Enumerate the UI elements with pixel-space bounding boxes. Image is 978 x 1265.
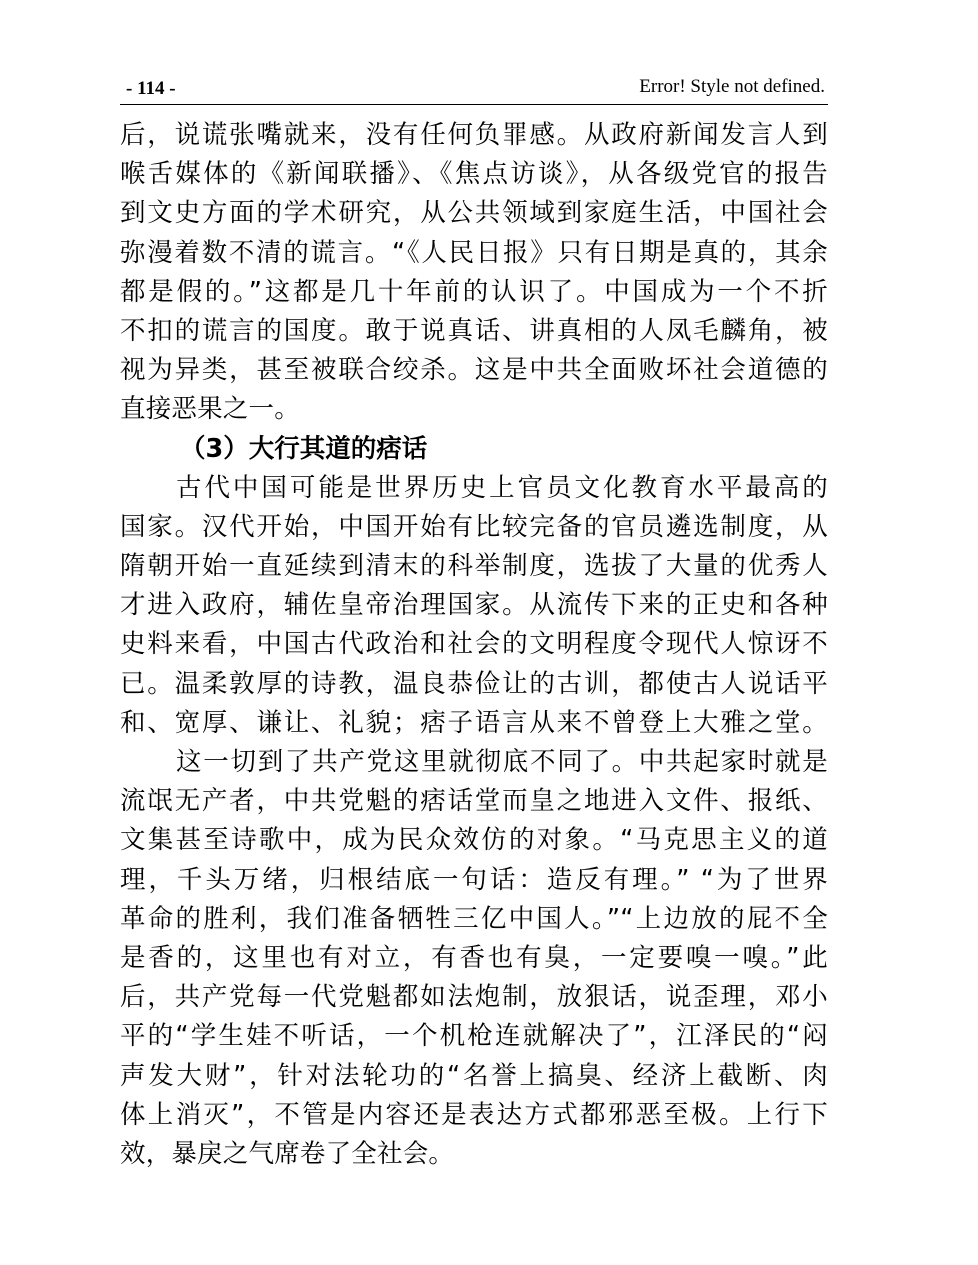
text-line: 体上消灭”，不管是内容还是表达方式都邪恶至极。上行下 (120, 1099, 828, 1130)
text-line: 是香的，这里也有对立，有香也有臭，一定要嗅一嗅。”此 (120, 942, 828, 973)
text-line: 后，共产党每一代党魁都如法炮制，放狠话，说歪理，邓小 (120, 982, 828, 1013)
text-line: 不扣的谎言的国度。敢于说真话、讲真相的人凤毛麟角，被 (120, 315, 828, 346)
text-line: 弥漫着数不清的谎言。“《人民日报》只有日期是真的，其余 (120, 237, 828, 268)
text-line: 后，说谎张嘴就来，没有任何负罪感。从政府新闻发言人到 (120, 120, 828, 150)
text-line: 古代中国可能是世界历史上官员文化教育水平最高的 (176, 472, 828, 503)
text-line: 理，千头万绪，归根结底一句话：造反有理。” “为了世界 (120, 864, 828, 895)
text-line: 革命的胜利，我们准备牺牲三亿中国人。”“上边放的屁不全 (120, 903, 828, 934)
paragraph-3 (120, 743, 828, 1174)
text-line: 隋朝开始一直延续到清末的科举制度，选拔了大量的优秀人 (120, 551, 828, 582)
page-header (120, 70, 828, 105)
text-line: 喉舌媒体的《新闻联播》、《焦点访谈》，从各级党官的报告 (120, 159, 828, 190)
page-number: - 114 - (126, 78, 176, 99)
text-line: 流氓无产者，中共党魁的痞话堂而皇之地进入文件、报纸、 (120, 786, 828, 817)
text-line: 已。温柔敦厚的诗教，温良恭俭让的古训，都使古人说话平 (120, 668, 828, 699)
text-line: 史料来看，中国古代政治和社会的文明程度令现代人惊讶不 (120, 629, 828, 660)
text-line: 才进入政府，辅佐皇帝治理国家。从流传下来的正史和各种 (120, 590, 828, 621)
text-line: 都是假的。”这都是几十年前的认识了。中国成为一个不折 (120, 276, 828, 307)
text-line: 到文史方面的学术研究，从公共领域到家庭生活，中国社会 (120, 198, 828, 229)
text-line: 这一切到了共产党这里就彻底不同了。中共起家时就是 (176, 747, 828, 777)
text-line: 和、宽厚、谦让、礼貌；痞子语言从来不曾登上大雅之堂。 (120, 707, 828, 738)
text-line: 效，暴戾之气席卷了全社会。 (120, 1138, 455, 1169)
text-line: 声发大财”，针对法轮功的“名誉上搞臭、经济上截断、肉 (120, 1060, 828, 1091)
text-line: 直接恶果之一。 (120, 394, 300, 425)
text-line: 视为异类，甚至被联合绞杀。这是中共全面败坏社会道德的 (120, 355, 828, 386)
body-text (120, 116, 828, 1174)
section-heading: （3）大行其道的痞话 (180, 433, 428, 464)
running-title: Error! Style not defined. (639, 76, 825, 97)
paragraph-2 (120, 469, 828, 743)
text-line: 文集甚至诗歌中，成为民众效仿的对象。“马克思主义的道 (120, 825, 828, 856)
paragraph-1 (120, 116, 828, 430)
text-line: 平的“学生娃不听话，一个机枪连就解决了”，江泽民的“闷 (120, 1021, 828, 1052)
text-line: 国家。汉代开始，中国开始有比较完备的官员遴选制度，从 (120, 511, 828, 542)
